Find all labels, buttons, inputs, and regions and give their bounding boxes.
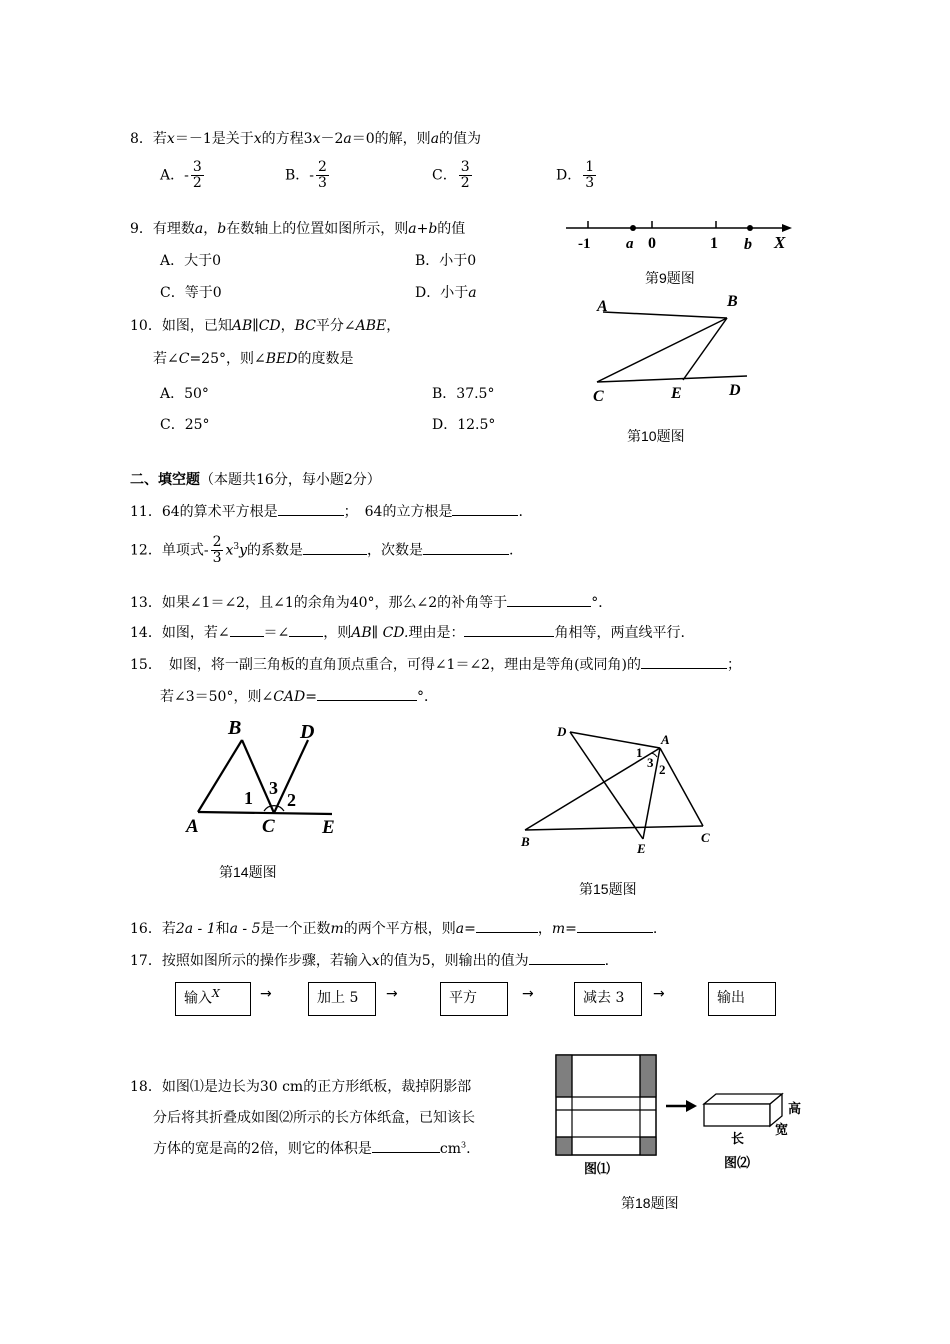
q12-text: .	[509, 542, 514, 559]
q10-expr: AB∥CD	[231, 318, 281, 334]
q18-line2: 分后将其折叠成如图⑵所示的长方体纸盒，已知该长	[153, 1110, 475, 1126]
q12-exponent: 3	[233, 541, 240, 552]
q9-caption: 第9题图	[645, 270, 695, 286]
q8-num: 8．	[130, 131, 153, 147]
q12-text: 12．单项式	[130, 542, 204, 559]
fraction	[459, 160, 472, 191]
q9-option-a: A．大于0	[160, 253, 222, 269]
q10-figure	[585, 290, 765, 410]
q16-text: ，	[537, 921, 552, 937]
q13-text: 13．如果∠1＝∠2，且∠1的余角为40°，那么∠2的补角等于	[130, 595, 508, 611]
q10-text: 若∠	[153, 351, 179, 367]
angle-label: 3	[647, 755, 654, 770]
point-label: B	[228, 717, 242, 739]
answer-blank[interactable]	[476, 918, 538, 933]
q9-var-a: a	[194, 221, 204, 237]
angle-label: 2	[287, 790, 296, 810]
q15-figure	[515, 722, 725, 857]
numerator: 3	[460, 159, 470, 175]
q10-text: 10．如图，已知	[130, 318, 232, 334]
q10-option-d: D．12.5°	[432, 417, 496, 433]
q16-text: 16．若	[130, 921, 176, 937]
point-label: E	[671, 385, 682, 402]
option-label: A．	[160, 167, 185, 184]
answer-blank[interactable]	[464, 622, 554, 637]
q10-expr: ∠ABE	[343, 318, 387, 334]
q15-text: 15． 如图，将一副三角板的直角顶点重合，可得∠1＝∠2，理由是等角(或同角)的	[130, 657, 642, 673]
q18-fig2-label: 图⑵	[724, 1155, 751, 1170]
q11-text: .	[518, 504, 523, 520]
q13	[130, 592, 612, 612]
answer-blank[interactable]	[423, 540, 509, 555]
answer-blank[interactable]	[278, 501, 344, 516]
option-sign: -	[184, 167, 189, 184]
q10-option-a: A．50°	[160, 386, 209, 402]
flow-box-label: 平方	[449, 990, 477, 1006]
point-label: A	[597, 298, 608, 315]
answer-blank[interactable]	[529, 950, 605, 965]
q12-var-y: y	[239, 542, 248, 559]
box-top	[704, 1094, 782, 1104]
arrow-head	[686, 1100, 697, 1112]
flow-arrow-icon: →	[260, 986, 272, 1002]
q8-option-c	[432, 160, 474, 191]
q8-var-x: x	[166, 131, 175, 147]
fraction	[191, 160, 204, 191]
cut-corner-shaded	[556, 1137, 572, 1155]
denominator: 2	[192, 175, 202, 191]
q10-caption: 第10题图	[627, 428, 685, 444]
q9-var-a: a	[468, 285, 477, 301]
arrow-head	[782, 224, 792, 232]
q10-text: 的度数是	[297, 351, 354, 367]
q9-text: ，	[203, 221, 218, 237]
angle-label: 1	[636, 745, 643, 760]
flow-box-add	[308, 982, 376, 1016]
line-ac	[660, 748, 703, 826]
q14-caption: 第14题图	[219, 864, 277, 880]
q15-text: °．	[416, 689, 438, 705]
q16-text: .	[652, 921, 658, 937]
flow-box-label: 输入	[184, 990, 212, 1007]
line-da	[570, 732, 660, 748]
answer-blank[interactable]	[452, 501, 518, 516]
point-label: B	[521, 834, 530, 849]
answer-blank[interactable]	[641, 654, 727, 669]
q16-text: 和	[215, 921, 230, 937]
q16-text: 的两个平方根，则	[343, 921, 456, 937]
line-ab	[198, 740, 242, 812]
q8-option-a	[160, 160, 206, 191]
q18-label-kuan: 宽	[775, 1122, 789, 1137]
q14-text: 14．如图，若∠	[130, 625, 230, 641]
q8-var-x: x	[253, 131, 262, 147]
line-cd	[597, 376, 747, 382]
point-label: E	[637, 841, 646, 856]
q18-text: 方体的宽是高的2倍，则它的体积是	[153, 1141, 372, 1157]
option-label: D．小于	[415, 285, 469, 301]
q10-expr: C	[178, 351, 190, 367]
q10-text: =25°，则	[189, 351, 254, 367]
axis-label: a	[626, 236, 634, 252]
q8-text: 若	[152, 131, 167, 147]
q8-var-x: x	[312, 131, 321, 147]
q11-text: 11．64的算术平方根是	[130, 504, 278, 520]
denominator: 3	[318, 175, 327, 191]
q16-text: =	[565, 921, 577, 937]
q18-figure-1	[553, 1052, 659, 1158]
answer-blank[interactable]	[230, 622, 264, 637]
numerator: 2	[318, 159, 327, 175]
answer-blank[interactable]	[372, 1138, 440, 1153]
q18-superscript: 3	[461, 1140, 467, 1150]
q16-text: 是一个正数	[260, 921, 331, 937]
axis-label: b	[744, 236, 752, 253]
q8-text: ＝－1是关于	[174, 131, 254, 147]
number-line-figure	[560, 212, 800, 257]
denominator: 3	[585, 175, 595, 191]
q10-text: 平分	[315, 318, 344, 334]
q9-expr: a+b	[408, 221, 438, 237]
point-label: C	[262, 816, 275, 837]
angle-label: 1	[244, 788, 253, 808]
q14-text: ＝∠	[263, 625, 290, 641]
q10-text: ，	[386, 318, 401, 334]
q14-text: 理由是：	[408, 625, 465, 641]
point-label: B	[727, 293, 738, 310]
q8-text: －2	[320, 131, 344, 147]
flow-box-output	[708, 982, 776, 1016]
q10-option-c: C．25°	[160, 417, 210, 433]
line-de	[570, 732, 643, 839]
q8-option-b	[285, 160, 331, 191]
axis-label: -1	[578, 236, 591, 252]
flow-box-input	[175, 982, 251, 1016]
q9-text: 在数轴上的位置如图所示，则	[226, 221, 409, 237]
numerator: 3	[192, 159, 202, 175]
q17-var-x: x	[371, 953, 380, 969]
q17-text: 17．按照如图所示的操作步骤，若输入	[130, 953, 372, 969]
angle-arc	[264, 806, 284, 811]
q10-line1	[130, 315, 400, 335]
q15-expr: CAD	[273, 689, 306, 705]
section-2-heading	[130, 469, 381, 489]
point-label: A	[186, 816, 199, 837]
q14-text: ，则	[323, 625, 352, 641]
q14-figure	[180, 712, 360, 844]
q9-option-c: C．等于0	[160, 285, 222, 301]
q16-expr: 2a - 1	[175, 921, 216, 937]
point-a	[630, 225, 636, 231]
line-ab	[603, 312, 727, 318]
q15-line1	[130, 654, 741, 674]
option-label: B．	[285, 167, 310, 184]
point-label: E	[322, 817, 335, 838]
point-label: D	[300, 721, 315, 743]
flow-box-square	[440, 982, 508, 1016]
answer-blank[interactable]	[303, 540, 367, 555]
line-ba	[525, 748, 660, 830]
q14-text: 角相等，两直线平行.	[554, 625, 685, 641]
denominator: 2	[460, 175, 470, 191]
flow-box-subtract	[574, 982, 642, 1016]
q9-stem	[130, 218, 465, 238]
answer-blank[interactable]	[507, 592, 591, 607]
q12-var-x: x	[225, 542, 234, 559]
q16-expr: a - 5	[229, 921, 261, 937]
axis-label: 1	[710, 235, 718, 252]
answer-blank[interactable]	[289, 622, 323, 637]
fraction	[316, 160, 329, 191]
q17-text: .	[604, 953, 610, 969]
flow-box-label: 减去 3	[583, 990, 625, 1006]
fraction	[583, 160, 596, 191]
point-label: A	[661, 732, 670, 747]
q17-text: 的值为5，则输出的值为	[379, 953, 529, 969]
q16-var-m: m	[330, 921, 344, 937]
q12-text: 的系数是	[247, 542, 304, 559]
q12-text: ，次数是	[367, 542, 424, 559]
q11-text: ； 64的立方根是	[343, 504, 453, 520]
section-title: 二、填空题	[130, 472, 200, 488]
q10-option-b: B．37.5°	[432, 386, 495, 402]
q15-text: ；	[727, 657, 742, 673]
point-label: C	[701, 830, 710, 845]
flow-arrow-icon: →	[522, 986, 534, 1002]
q16-text: =	[464, 921, 476, 937]
q10-expr: ∠BED	[254, 351, 298, 367]
answer-blank[interactable]	[577, 918, 653, 933]
q10-line2	[153, 348, 353, 368]
line-ae	[198, 812, 332, 814]
option-label: C．	[432, 167, 457, 184]
q16-var-m: m	[551, 921, 566, 937]
q8-var-a: a	[430, 131, 440, 147]
q18-arrow-icon	[664, 1099, 698, 1113]
q16-var-a: a	[455, 921, 465, 937]
q14-expr: AB∥ CD.	[351, 625, 409, 641]
flow-arrow-icon: →	[653, 986, 665, 1002]
flow-box-label: 输出	[717, 990, 745, 1006]
q10-text: ，	[280, 318, 295, 334]
q18-line3	[153, 1138, 471, 1158]
fraction	[211, 535, 224, 566]
angle-label: 3	[269, 778, 278, 798]
point-label: C	[593, 388, 604, 405]
q15-caption: 第15题图	[579, 881, 637, 897]
point-label: D	[557, 724, 567, 739]
box-front	[704, 1104, 770, 1126]
q14	[130, 622, 685, 642]
flow-arrow-icon: →	[386, 986, 398, 1002]
q18-text: .	[466, 1141, 471, 1157]
q13-text: °．	[591, 595, 613, 611]
line-be	[683, 318, 727, 380]
q12-sign: -	[203, 542, 209, 559]
point-b	[747, 225, 753, 231]
q9-option-b: B．小于0	[415, 253, 477, 269]
q8-text: 的方程3	[261, 131, 313, 147]
q11	[130, 501, 523, 521]
flow-box-label: 加上 5	[317, 990, 359, 1006]
q10-expr: BC	[294, 318, 316, 334]
q18-caption: 第18题图	[621, 1195, 679, 1211]
q17	[130, 950, 609, 970]
flow-input-var: X	[212, 987, 220, 1000]
q12	[130, 535, 514, 566]
q18-label-gao: 高	[788, 1101, 802, 1116]
denominator: 3	[212, 550, 222, 566]
angle-label: 2	[659, 762, 666, 777]
q18-line1: 18．如图⑴是边长为30 cm的正方形纸板，裁掉阴影部	[130, 1079, 472, 1095]
q8-text: ＝0的解，则	[351, 131, 431, 147]
q18-label-chang: 长	[731, 1131, 745, 1146]
point-label: D	[729, 382, 741, 399]
option-sign: -	[309, 167, 315, 184]
numerator: 1	[585, 159, 595, 175]
axis-label: X	[774, 233, 786, 252]
cut-corner-shaded	[640, 1055, 656, 1097]
q15-text: 若∠3＝50°，则∠	[160, 689, 274, 705]
line-bc	[525, 826, 703, 830]
q18-fig1-label: 图⑴	[584, 1161, 611, 1176]
q9-text: 9．有理数	[130, 221, 195, 237]
numerator: 2	[212, 534, 222, 550]
q9-option-d	[415, 282, 477, 302]
section-note: （本题共16分，每小题2分）	[200, 472, 381, 488]
answer-blank[interactable]	[317, 686, 417, 701]
option-label: D．	[556, 167, 582, 184]
line-bc	[597, 318, 727, 382]
q9-text: 的值	[437, 221, 466, 237]
q8-option-d	[556, 160, 598, 191]
cut-corner-shaded	[556, 1055, 572, 1097]
axis-label: 0	[648, 235, 656, 252]
q9-var-b: b	[217, 221, 227, 237]
q8-stem	[130, 128, 481, 148]
cut-corner-shaded	[640, 1137, 656, 1155]
q15-line2	[160, 686, 438, 706]
q8-text: 的值为	[439, 131, 482, 147]
q16	[130, 918, 657, 938]
q8-var-a: a	[343, 131, 352, 147]
q15-text: =	[305, 689, 317, 705]
q18-text: cm	[439, 1141, 462, 1157]
